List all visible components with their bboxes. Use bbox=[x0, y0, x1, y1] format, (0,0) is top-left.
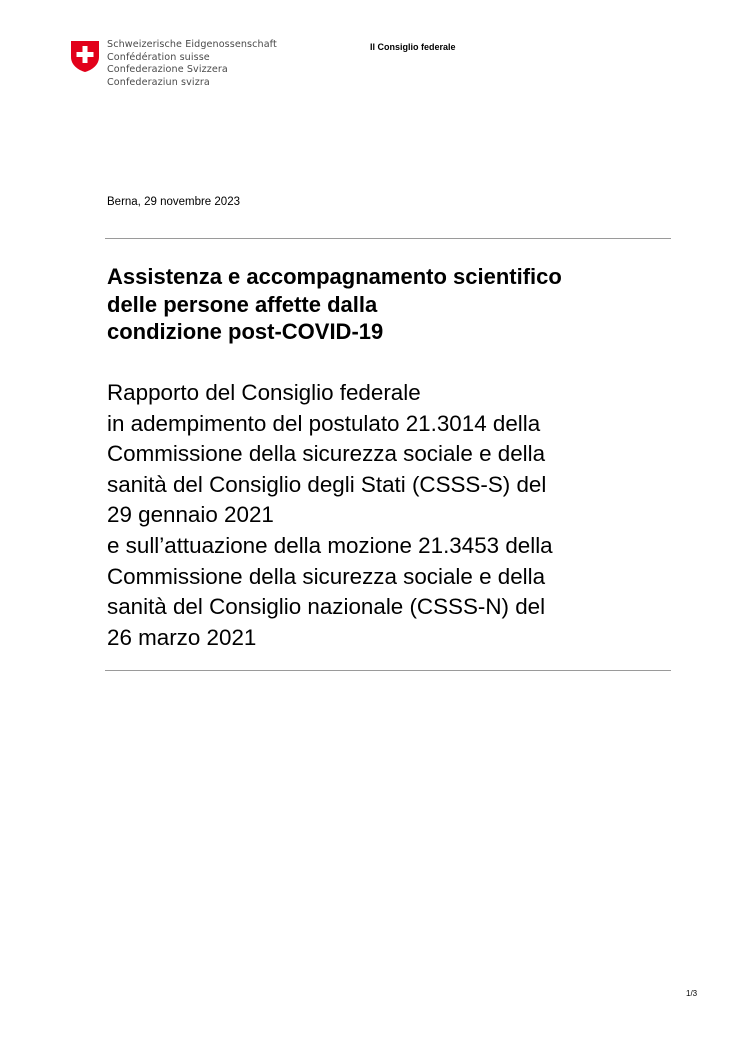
bottom-divider bbox=[105, 670, 671, 671]
subtitle-line: 29 gennaio 2021 bbox=[107, 502, 274, 528]
subtitle-line: in adempimento del postulato 21.3014 della bbox=[107, 410, 541, 436]
subtitle-line: Commissione della sicurezza sociale e della bbox=[107, 441, 546, 467]
subtitle-line: sanità del Consiglio degli Stati (CSSS-S) del bbox=[107, 471, 547, 497]
document-subtitle bbox=[107, 378, 687, 653]
subtitle-line: e sull’attuazione della mozione 21.3453 della bbox=[107, 532, 553, 558]
top-divider bbox=[105, 238, 671, 239]
subtitle-line: sanità del Consiglio nazionale (CSSS-N) del bbox=[107, 594, 546, 620]
org-name-italian: Confederazione Svizzera bbox=[107, 64, 228, 75]
subtitle-line: 26 marzo 2021 bbox=[107, 624, 257, 650]
subtitle-line: Rapporto del Consiglio federale bbox=[107, 380, 421, 405]
page-number: 1/3 bbox=[686, 989, 698, 998]
document-title bbox=[107, 263, 677, 346]
title-line: delle persone affette dalla bbox=[107, 291, 378, 317]
title-line: Assistenza e accompagnamento scientifico bbox=[107, 264, 562, 289]
subtitle-line: Commissione della sicurezza sociale e della bbox=[107, 563, 546, 589]
org-name-romansh: Confederaziun svizra bbox=[107, 76, 210, 88]
org-name-german: Schweizerische Eidgenossenschaft bbox=[107, 39, 277, 50]
document-date: Berna, 29 novembre 2023 bbox=[107, 196, 240, 208]
org-name-block bbox=[107, 39, 277, 89]
swiss-coat-of-arms-icon bbox=[70, 40, 100, 73]
org-name-french: Confédération suisse bbox=[107, 51, 210, 63]
department-label: Il Consiglio federale bbox=[370, 42, 456, 52]
title-line: condizione post-COVID-19 bbox=[107, 319, 384, 344]
